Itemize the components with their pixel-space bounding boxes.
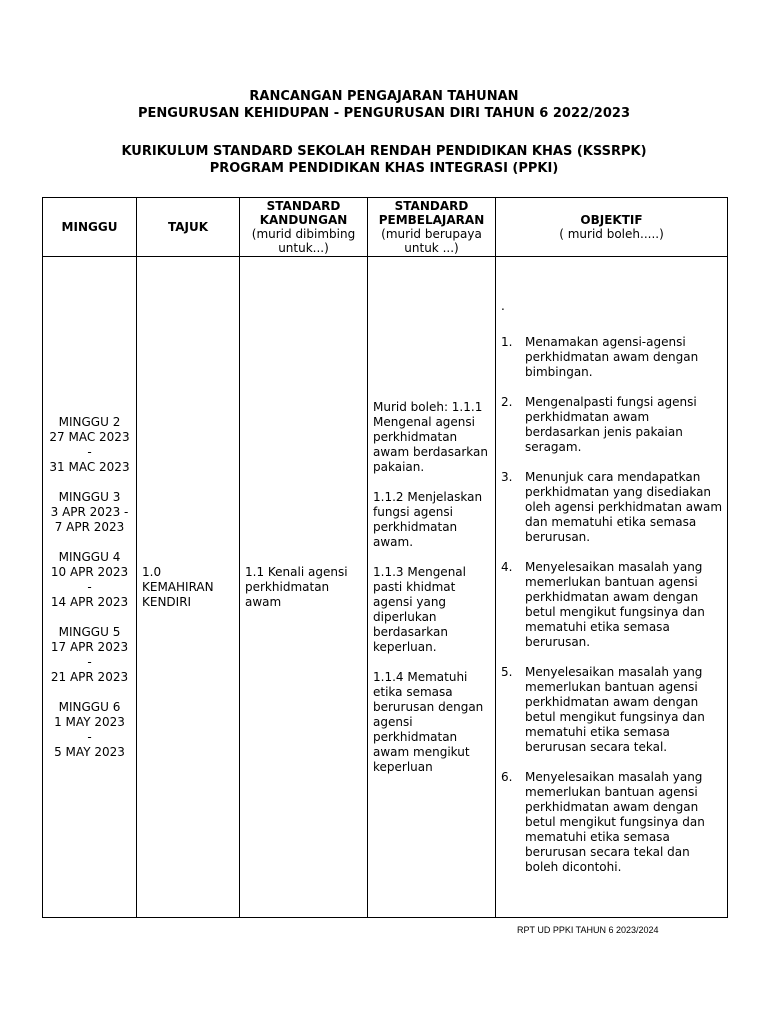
lesson-plan-table (42, 197, 728, 918)
header-objektif: OBJEKTIF ( murid boleh.....) (496, 198, 728, 257)
page-footer: RPT UD PPKI TAHUN 6 2023/2024 (517, 925, 659, 935)
header-minggu: MINGGU (43, 198, 137, 257)
cell-tajuk: 1.0 KEMAHIRAN KENDIRI (137, 257, 240, 918)
list-item: 4. Menyelesaikan masalah yang memerlukan bantuan agensi perkhidmatan awam dengan betul mengikut fungsinya dan mematuhi etika semasa berurusan. (501, 560, 705, 649)
week-entry: MINGGU 2 27 MAC 2023 - 31 MAC 2023 (49, 414, 130, 474)
learning-standard-item: 1.1.3 Mengenal pasti khidmat agensi yang diperlukan berdasarkan keperluan. (373, 564, 466, 654)
program-title: PROGRAM PENDIDIKAN KHAS INTEGRASI (PPKI) (209, 161, 559, 176)
objektif-lead-mark: . (501, 299, 505, 313)
cell-standard-kandungan: 1.1 Kenali agensi perkhidmatan awam (240, 257, 368, 918)
table-row (43, 257, 728, 918)
list-item: 5. Menyelesaikan masalah yang memerlukan bantuan agensi perkhidmatan awam dengan betul mengikut fungsinya dan mematuhi etika semasa berurusan secara tekal. (501, 665, 705, 754)
week-entry: MINGGU 5 17 APR 2023 - 21 APR 2023 (50, 624, 129, 684)
week-entry: MINGGU 3 3 APR 2023 - 7 APR 2023 (50, 489, 129, 534)
table-header-row (43, 198, 728, 257)
header-standard-pembelajaran: STANDARD PEMBELAJARAN (murid berupaya untuk ...) (368, 198, 496, 257)
learning-standard-item: 1.1.2 Menjelaskan fungsi agensi perkhidmatan awam. (373, 489, 483, 549)
week-entry: MINGGU 4 10 APR 2023 - 14 APR 2023 (50, 549, 129, 609)
list-item: 6. Menyelesaikan masalah yang memerlukan bantuan agensi perkhidmatan awam dengan betul mengikut fungsinya dan mematuhi etika semasa berurusan secara tekal dan boleh dicontohi. (501, 770, 705, 874)
document-title: RANCANGAN PENGAJARAN TAHUNAN (249, 89, 519, 104)
title-block-top (0, 88, 768, 122)
cell-objektif (496, 257, 728, 918)
list-item: 3. Menunjuk cara mendapatkan perkhidmatan yang disediakan oleh agensi perkhidmatan awam dan mematuhi etika semasa berurusan. (501, 470, 723, 544)
cell-standard-pembelajaran (368, 257, 496, 918)
week-entry: MINGGU 6 1 MAY 2023 - 5 MAY 2023 (54, 699, 125, 759)
learning-standard-item: Murid boleh: 1.1.1 Mengenal agensi perkhidmatan awam berdasarkan pakaian. (373, 399, 488, 474)
list-item: 2. Mengenalpasti fungsi agensi perkhidmatan awam berdasarkan jenis pakaian seragam. (501, 395, 697, 454)
curriculum-title: KURIKULUM STANDARD SEKOLAH RENDAH PENDIDIKAN KHAS (KSSRPK) (121, 144, 647, 159)
cell-minggu (43, 257, 137, 918)
list-item: 1. Menamakan agensi-agensi perkhidmatan awam dengan bimbingan. (501, 335, 699, 379)
document-subtitle: PENGURUSAN KEHIDUPAN - PENGURUSAN DIRI TAHUN 6 2022/2023 (137, 106, 630, 121)
title-block-curriculum (0, 143, 768, 177)
learning-standard-item: 1.1.4 Mematuhi etika semasa berurusan dengan agensi perkhidmatan awam mengikut keperluan (373, 669, 484, 774)
header-tajuk: TAJUK (137, 198, 240, 257)
header-standard-kandungan: STANDARD KANDUNGAN (murid dibimbing untuk...) (240, 198, 368, 257)
